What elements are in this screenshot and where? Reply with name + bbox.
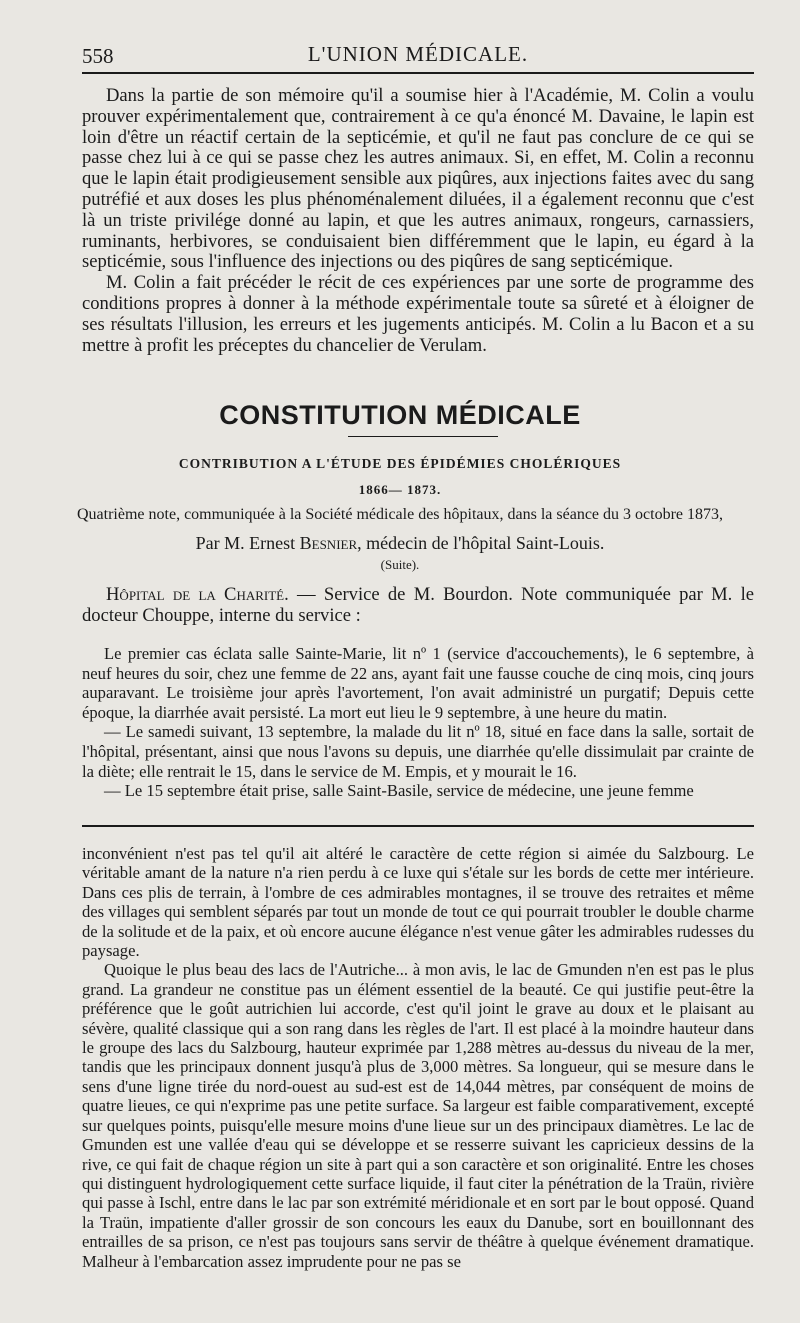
feuilleton-rule	[82, 825, 754, 827]
case-reports	[82, 644, 754, 801]
page-header	[82, 38, 754, 68]
author-prefix: Par M. Ernest	[195, 533, 300, 553]
case-paragraph: Le premier cas éclata salle Sainte-Marie, lit nº 1 (service d'accouchements), le 6 septembre, à neuf heures du soir, chez une femme de 22 ans, ayant fait une fausse couche de cinq mois, cinq jours auparavant. Le troisième jour après l'avortement, l'on avait administré un purgatif; Depuis cette époque, la diarrhée avait persisté. La mort eut lieu le 9 septembre, à une heure du matin.	[82, 644, 754, 722]
section-subtitle: CONTRIBUTION A L'ÉTUDE DES ÉPIDÉMIES CHOLÉRIQUES	[178, 456, 622, 471]
hospital-heading	[82, 585, 754, 627]
upper-article	[82, 86, 754, 356]
page-number: 558	[82, 44, 114, 68]
title-rule	[348, 436, 498, 437]
hospital-prefix: Hôpital de la	[106, 584, 225, 605]
hospital-rest: . — Service de M. Bourdon. Note communiquée par M. le docteur Chouppe, interne du service :	[82, 584, 754, 626]
section-suite: (Suite).	[380, 557, 420, 572]
header-rule	[82, 72, 754, 74]
feuilleton-paragraph: Quoique le plus beau des lacs de l'Autriche... à mon avis, le lac de Gmunden n'en est pas le plus grand. La grandeur ne constitue pas un élément essentiel de la beauté. Ce qui justifie peut-être la préférence que le goût autrichien lui accorde, c'est qu'il joint le grave au doux et le plaisant au sévère, qualité classique qui a son rang dans les règles de l'art. Il est placé à la moindre hauteur dans le groupe des lacs du Salzbourg, hauteur exprimée par 1,288 mètres au-dessus du niveau de la mer, tandis que les principaux donnent jusqu'à plus de 3,000 mètres. Sa longueur, qui se mesure dans le sens d'une ligne tirée du nord-ouest au sud-est est de 14,044 mètres, par conséquent de moins de quatre lieues, ce qui n'exprime pas une petite surface. Sa largeur est faible comparativement, excepté sur quelques points, puisqu'elle mesure moins d'une lieue sur un des principaux diamètres. Le lac de Gmunden est une vallée d'eau qui se développe et se resserre suivant les capricieux dessins de la rive, ce qui fait de chaque région un site à part qui a son caractère et son originalité. Entre les choses qui distinguent hydrologiquement cette surface liquide, il faut citer la pénétration de la Traün, rivière qui passe à Ischl, entre dans le lac par son extrémité méridionale et en sort par le bout opposé. Quand la Traün, impatiente d'aller grossir de son concours les eaux du Danube, sort en bouillonnant des entrailles de sa prison, ce n'est pas toujours sans servir de théâtre à quelque événement dramatique. Malheur à l'embarcation assez imprudente pour ne pas se	[82, 960, 754, 1271]
section-title: CONSTITUTION MÉDICALE	[219, 400, 581, 430]
feuilleton-text	[82, 844, 754, 1271]
hospital-name: Charité	[224, 584, 285, 605]
journal-title: L'UNION MÉDICALE.	[307, 42, 529, 66]
feuilleton-paragraph: inconvénient n'est pas tel qu'il ait altéré le caractère de cette région si aimée du Salzbourg. Le véritable amant de la nature n'a rien perdu à ce luxe qui s'étale sur les bords de cette mer intérieure. Dans ces plis de terrain, à l'ombre de ces admirables montagnes, il se trouve des retraites et même des villages qui semblent séparés par tout un monde de tout ce qui pourrait troubler le double charme de la solitude et de la paix, et où encore aucune élégance n'est venue gâter les admirables rudesses du paysage.	[82, 844, 754, 961]
paragraph: M. Colin a fait précéder le récit de ces expériences par une sorte de programme des conditions propres à donner à la méthode expérimentale toute sa sûreté et à éloigner de ses résultats l'illusion, les erreurs et les jugements anticipés. M. Colin a lu Bacon et a su mettre à profit les préceptes du chancelier de Verulam.	[82, 272, 754, 356]
case-paragraph: — Le samedi suivant, 13 septembre, la malade du lit nº 18, situé en face dans la salle, sortait de l'hôpital, présentant, ainsi que nous l'avons su depuis, une diarrhée qu'elle dissimulait par crainte de la diète; elle rentrait le 15, dans le service de M. Empis, et y mourait le 16.	[82, 722, 754, 781]
paragraph: Dans la partie de son mémoire qu'il a soumise hier à l'Académie, M. Colin a voulu prouver expérimentalement que, contrairement à ce qu'a énoncé M. Davaine, le lapin est loin d'être un réactif certain de la septicémie, et qu'il ne faut pas conclure de ce qui se passe chez lui à ce qui se passe chez les autres animaux. Si, en effet, M. Colin a reconnu que le lapin était prodigieusement sensible aux piqûres, aux injections faites avec du sang putréfié et aux doses les plus phénoménalement diluées, il a également reconnu que c'est là un triste privilége donné au lapin, et que les autres animaux, rongeurs, carnassiers, ruminants, herbivores, se conduisaient bien différemment que le lapin, eu égard à la septicémie, sous l'influence des injections ou des piqûres de sang septicémique.	[82, 85, 754, 273]
author-name: Besnier	[299, 533, 358, 553]
section-years: 1866— 1873.	[358, 482, 442, 497]
section-note: Quatrième note, communiquée à la Société médicale des hôpitaux, dans la séance du 3 octobre 1873,	[77, 506, 723, 523]
case-paragraph: — Le 15 septembre était prise, salle Saint-Basile, service de médecine, une jeune femme	[104, 781, 694, 801]
section-author	[0, 533, 800, 554]
author-suffix: , médecin de l'hôpital Saint-Louis.	[357, 533, 605, 553]
